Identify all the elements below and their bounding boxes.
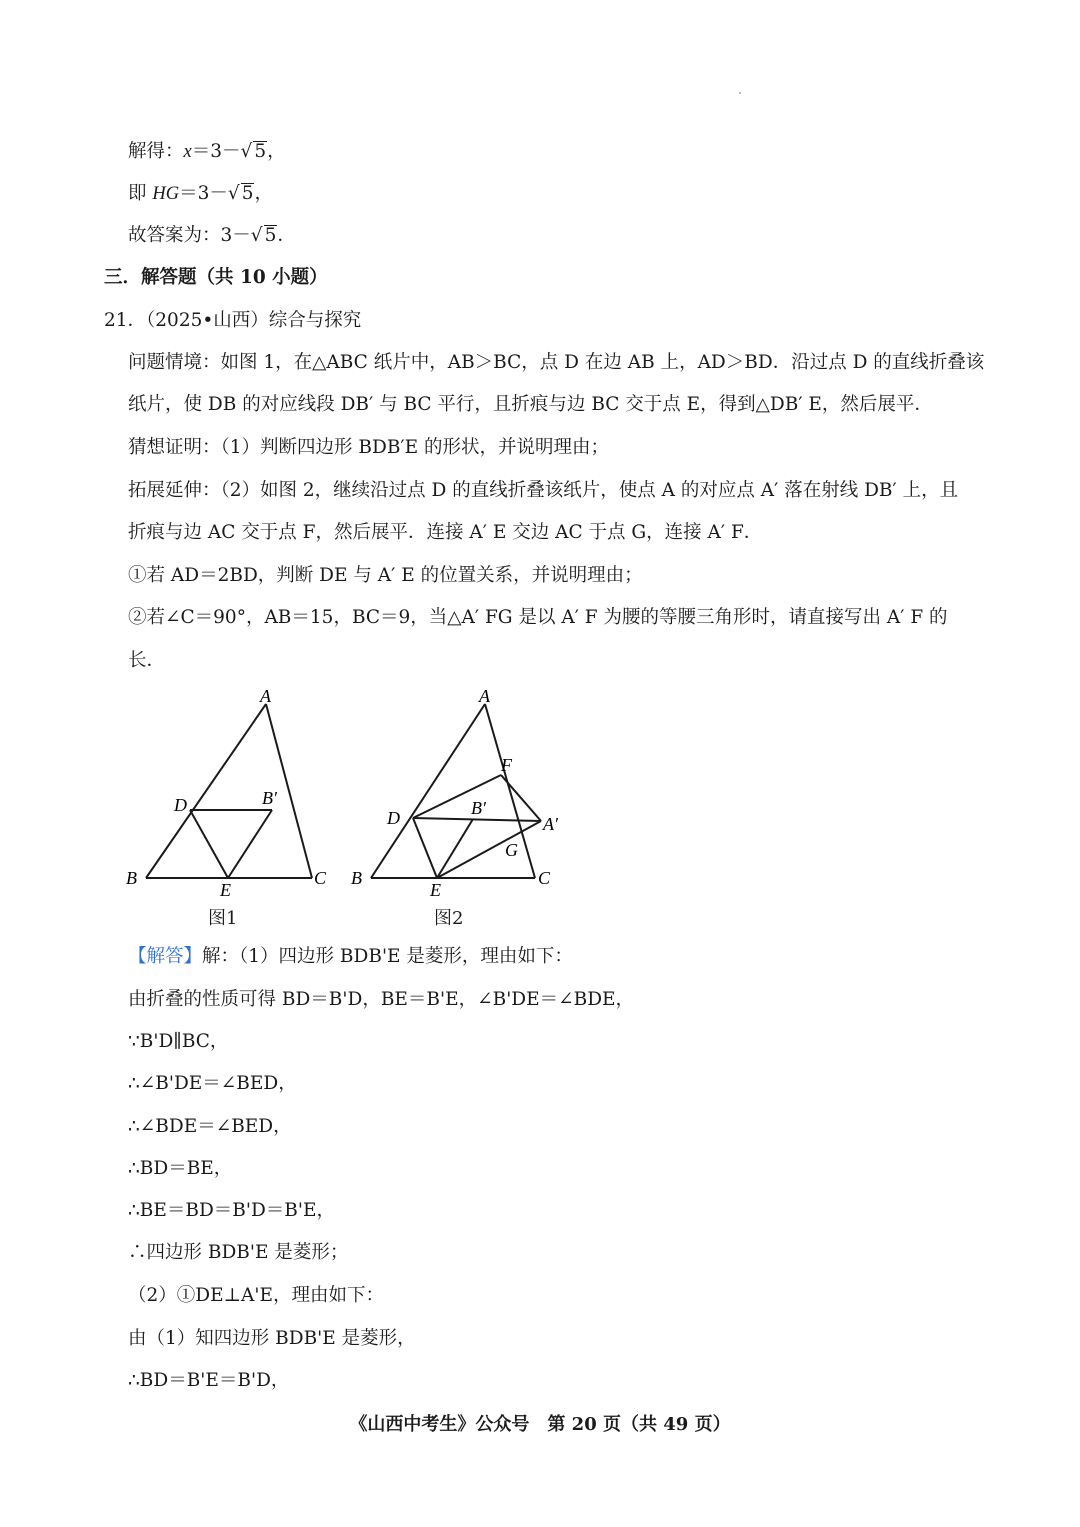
solution-line-4: ∴∠B'DE＝∠BED， <box>128 1073 297 1094</box>
figure-1 <box>120 680 350 910</box>
fig1-seg-de <box>190 810 228 878</box>
fig2-label-d: D <box>387 808 400 828</box>
page-footer: 《山西中考生》公众号 第 20 页（共 49 页） <box>349 1414 731 1435</box>
solution-line-8: ∴四边形 BDB'E 是菱形； <box>128 1242 349 1263</box>
fig2-label-e: E <box>430 880 441 900</box>
fig1-label-e: E <box>220 880 231 900</box>
scan-speck <box>739 92 741 94</box>
fig1-side-ab <box>146 704 266 878</box>
solution-line-10: 由（1）知四边形 BDB'E 是菱形， <box>128 1328 416 1349</box>
fig2-label-a: A <box>479 686 490 706</box>
fig1-label-d: D <box>174 795 187 815</box>
fig2-label-b: B <box>351 868 362 888</box>
solution-line-9: （2）①DE⊥A'E，理由如下： <box>128 1285 384 1306</box>
problem-line-3: 猜想证明：（1）判断四边形 BDB′E 的形状，并说明理由； <box>128 437 610 458</box>
problem-line-5: 折痕与边 AC 交于点 F，然后展平．连接 A′ E 交边 AC 于点 G，连接 A′ F． <box>128 522 763 543</box>
problem-line-6: ①若 AD＝2BD，判断 DE 与 A′ E 的位置关系，并说明理由； <box>128 565 643 586</box>
fig1-seg-be <box>228 810 272 878</box>
fig2-label-c: C <box>538 868 551 888</box>
fig2-seg-df <box>413 775 501 818</box>
fig2-label-bp: B′ <box>471 798 486 818</box>
problem-line-2: 纸片，使 DB 的对应线段 DB′ 与 BC 平行，且折痕与边 BC 交于点 E，得到△DB′ E，然后展平． <box>128 394 933 415</box>
problem-line-8: 长． <box>128 650 166 671</box>
fig2-label-g: G <box>505 840 518 860</box>
problem-line-4: 拓展延伸：（2）如图 2，继续沿过点 D 的直线折叠该纸片，使点 A 的对应点 A′ 落在射线 DB′ 上，且 <box>128 480 959 501</box>
solution-line-5: ∴∠BDE＝∠BED， <box>128 1116 292 1137</box>
fig1-label-c: C <box>314 868 327 888</box>
solution-line-3: ∵B'D∥BC， <box>128 1031 229 1052</box>
section-title: 三．解答题（共 10 小题） <box>104 267 328 288</box>
fig2-seg-de <box>413 818 437 878</box>
prev-line-3: 故答案为：3－√ 5． <box>128 225 296 246</box>
figure-2-caption: 图2 <box>434 908 464 929</box>
fig1-label-b: B <box>126 868 137 888</box>
fig2-label-f: F <box>501 755 512 775</box>
figure-2 <box>345 680 585 910</box>
fig1-label-a: A <box>260 686 271 706</box>
solution-tag: 【解答】 <box>128 946 203 967</box>
fig2-seg-fap <box>501 775 541 821</box>
problem-header: 21．（2025•山西）综合与探究 <box>104 310 362 331</box>
solution-line-6: ∴BD＝BE， <box>128 1158 233 1179</box>
solution-line-2: 由折叠的性质可得 BD＝B'D，BE＝B'E，∠B'DE＝∠BDE， <box>128 989 635 1010</box>
problem-line-1: 问题情境：如图 1，在△ABC 纸片中，AB＞BC，点 D 在边 AB 上，AD＞BD．沿过点 D 的直线折叠该 <box>128 352 985 373</box>
fig2-label-ap: A′ <box>543 814 558 834</box>
prev-line-1: 解得：x＝3－√ 5， <box>128 141 286 162</box>
solution-line-1: 【解答】解：（1）四边形 BDB'E 是菱形，理由如下： <box>128 946 573 967</box>
fig1-label-bp: B′ <box>262 788 277 808</box>
prev-line-2: 即 HG＝3－√ 5， <box>128 183 273 204</box>
problem-line-7: ②若∠C＝90°，AB＝15，BC＝9，当△A′ FG 是以 A′ F 为腰的等腰三角形时，请直接写出 A′ F 的 <box>128 607 948 628</box>
fig2-seg-dap <box>413 818 541 821</box>
fig2-seg-eap <box>437 821 541 878</box>
figure-1-caption: 图1 <box>208 908 238 929</box>
solution-line-11: ∴BD＝B'E＝B'D， <box>128 1370 290 1391</box>
solution-line-7: ∴BE＝BD＝B'D＝B'E， <box>128 1200 335 1221</box>
